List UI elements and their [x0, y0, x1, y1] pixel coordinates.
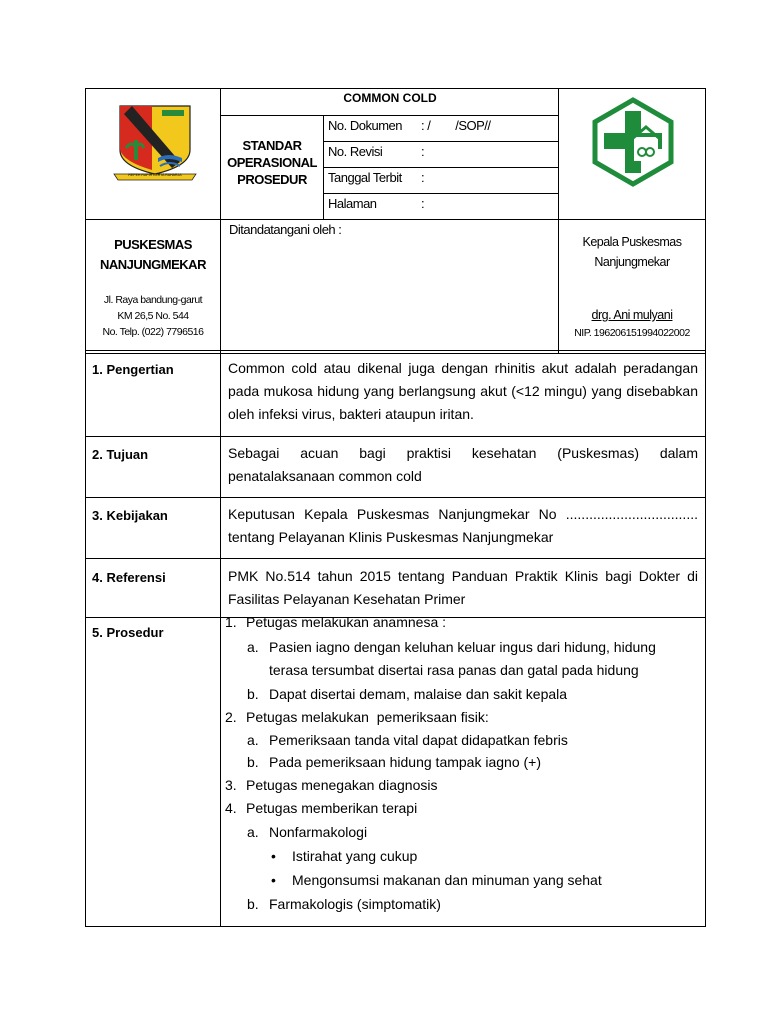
procedure-marker: a. [247, 732, 259, 748]
procedure-marker: 2. [225, 709, 237, 725]
bullet-icon: • [271, 872, 276, 888]
document-title: COMMON COLD [343, 91, 437, 105]
procedure-item: Petugas melakukan anamnesa : [246, 614, 447, 630]
puskesmas-logo [588, 97, 678, 187]
section-content-kebijakan: Keputusan Kepala Puskesmas Nanjungmekar No .................................. tentang Pelayanan Klinis Puskesmas Nanjungmekar [228, 506, 698, 545]
signatory-title: Kepala Puskesmas Nanjungmekar [582, 235, 682, 269]
organization-name: PUSKESMAS NANJUNGMEKAR [100, 237, 206, 272]
bullet-icon: • [271, 848, 276, 864]
section-content-tujuan: Sebagai acuan bagi praktisi kesehatan (Puskesmas) dalam penatalaksanaan common cold [228, 445, 698, 484]
regency-logo [110, 100, 200, 190]
procedure-item: Pasien iagno dengan keluhan keluar ingus dari hidung, hidung [269, 639, 656, 655]
logo-motto: REPEH RAPIH KERTA RAHARJA [128, 173, 182, 177]
section-content-referensi: PMK No.514 tahun 2015 tentang Panduan Praktik Klinis bagi Dokter di Fasilitas Pelayanan Kesehatan Primer [228, 568, 698, 607]
procedure-item: Petugas memberikan terapi [246, 800, 418, 816]
field-label-tanggal: Tanggal Terbit [328, 170, 402, 185]
signatory-name: drg. Ani mulyani [591, 308, 673, 322]
procedure-item: Petugas melakukan pemeriksaan fisik: [246, 709, 489, 725]
procedure-marker: b. [247, 896, 259, 912]
field-value-revisi: : [421, 144, 425, 159]
procedure-item: Istirahat yang cukup [292, 848, 418, 864]
procedure-marker: b. [247, 754, 259, 770]
procedure-item: Farmakologis (simptomatik) [269, 896, 441, 912]
procedure-item: terasa tersumbat disertai rasa panas dan gatal pada hidung [269, 662, 639, 678]
procedure-marker: 3. [225, 777, 237, 793]
procedure-marker: b. [247, 686, 259, 702]
signed-by-label: Ditandatangani oleh : [229, 222, 342, 237]
section-content-pengertian: Common cold atau dikenal juga dengan rhinitis akut adalah peradangan pada mukosa hidung yang berlangsung akut (<12 mingu) yang disebabkan oleh infeksi virus, bakteri ataupun iritan. [228, 360, 698, 422]
field-label-halaman: Halaman [328, 196, 377, 211]
field-value-halaman: : [421, 196, 425, 211]
procedure-item: Pada pemeriksaan hidung tampak iagno (+) [269, 754, 542, 770]
section-label-kebijakan: 3. Kebijakan [92, 508, 168, 523]
procedure-marker: a. [247, 639, 259, 655]
section-label-pengertian: 1. Pengertian [92, 362, 174, 377]
signatory-nip: NIP. 196206151994022002 [574, 327, 690, 339]
organization-address: Jl. Raya bandung-garut KM 26,5 No. 544 No. Telp. (022) 7796516 [102, 294, 204, 338]
procedure-item: Mengonsumsi makanan dan minuman yang sehat [292, 872, 602, 888]
field-value-dokumen: : / /SOP// [421, 118, 491, 133]
sop-label: STANDAR OPERASIONAL PROSEDUR [227, 138, 317, 187]
procedure-item: Petugas menegakan diagnosis [246, 777, 438, 793]
section-label-prosedur: 5. Prosedur [92, 625, 164, 640]
section-label-referensi: 4. Referensi [92, 570, 166, 585]
procedure-item: Nonfarmakologi [269, 824, 368, 840]
procedure-item: Dapat disertai demam, malaise dan sakit kepala [269, 686, 568, 702]
field-label-revisi: No. Revisi [328, 144, 383, 159]
procedure-marker: 4. [225, 800, 237, 816]
procedure-item: Pemeriksaan tanda vital dapat didapatkan febris [269, 732, 568, 748]
field-label-dokumen: No. Dokumen [328, 118, 402, 133]
section-label-tujuan: 2. Tujuan [92, 447, 149, 462]
procedure-marker: a. [247, 824, 259, 840]
procedure-marker: 1. [225, 614, 237, 630]
field-value-tanggal: : [421, 170, 425, 185]
